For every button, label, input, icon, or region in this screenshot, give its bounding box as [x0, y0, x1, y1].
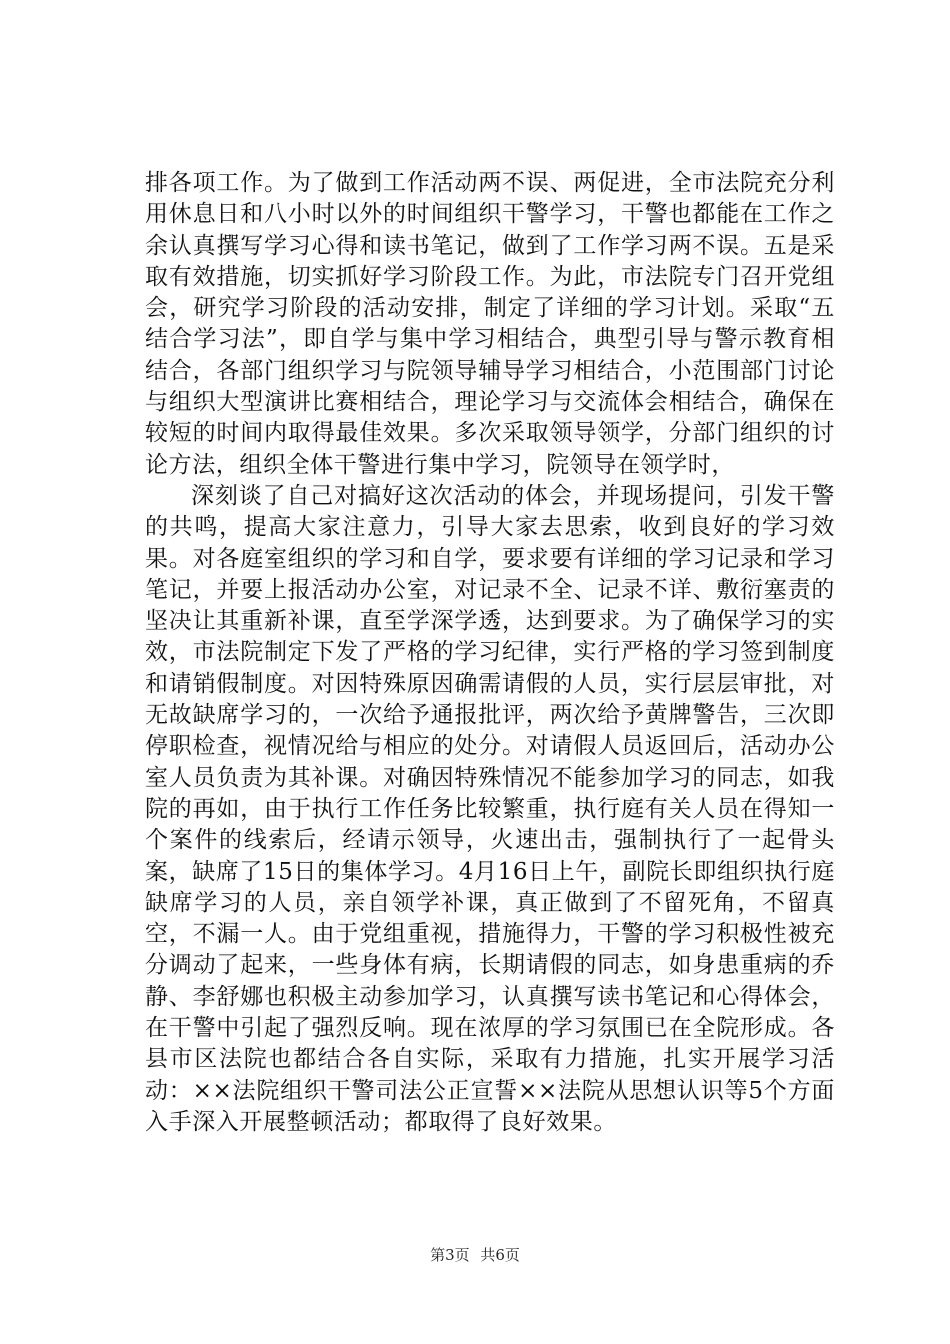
page-footer: [0, 1244, 950, 1265]
page-number: 第3页: [430, 1246, 470, 1264]
body-paragraph-1: 排各项工作。为了做到工作活动两不误、两促进，全市法院充分利用休息日和八小时以外的时间组织干警学习，干警也都能在工作之余认真撰写学习心得和读书笔记，做到了工作学习两不误。五是采取有效措施，切实抓好学习阶段工作。为此，市法院专门召开党组会，研究学习阶段的活动安排，制定了详细的学习计划。采取“五结合学习法”，即自学与集中学习相结合，典型引导与警示教育相结合，各部门组织学习与院领导辅导学习相结合，小范围部门讨论与组织大型演讲比赛相结合，理论学习与交流体会相结合，确保在较短的时间内取得最佳效果。多次采取领导领学，分部门组织的讨论方法，组织全体干警进行集中学习，院领导在领学时，: [145, 170, 835, 478]
document-body: [145, 168, 835, 1138]
body-paragraph-2: 深刻谈了自己对搞好这次活动的体会，并现场提问，引发干警的共鸣，提高大家注意力，引导大家去思索，收到良好的学习效果。对各庭室组织的学习和自学，要求要有详细的学习记录和学习笔记，并要上报活动办公室，对记录不全、记录不详、敷衍塞责的坚决让其重新补课，直至学深学透，达到要求。为了确保学习的实效，市法院制定下发了严格的学习纪律，实行严格的学习签到制度和请销假制度。对因特殊原因确需请假的人员，实行层层审批，对无故缺席学习的，一次给予通报批评，两次给予黄牌警告，三次即停职检查，视情况给与相应的处分。对请假人员返回后，活动办公室人员负责为其补课。对确因特殊情况不能参加学习的同志，如我院的再如，由于执行工作任务比较繁重，执行庭有关人员在得知一个案件的线索后，经请示领导，火速出击，强制执行了一起骨头案，缺席了15日的集体学习。4月16日上午，副院长即组织执行庭缺席学习的人员，亲自领学补课，真正做到了不留死角，不留真空，不漏一人。由于党组重视，措施得力，干警的学习积极性被充分调动了起来，一些身体有病，长期请假的同志，如身患重病的乔静、李舒娜也积极主动参加学习，认真撰写读书笔记和心得体会，在干警中引起了强烈反响。现在浓厚的学习氛围已在全院形成。各县市区法院也都结合各自实际，采取有力措施，扎实开展学习活动：××法院组织干警司法公正宣誓××法院从思想认识等5个方面入手深入开展整顿活动；都取得了良好效果。: [145, 482, 835, 1135]
page-total: 共6页: [480, 1246, 520, 1264]
